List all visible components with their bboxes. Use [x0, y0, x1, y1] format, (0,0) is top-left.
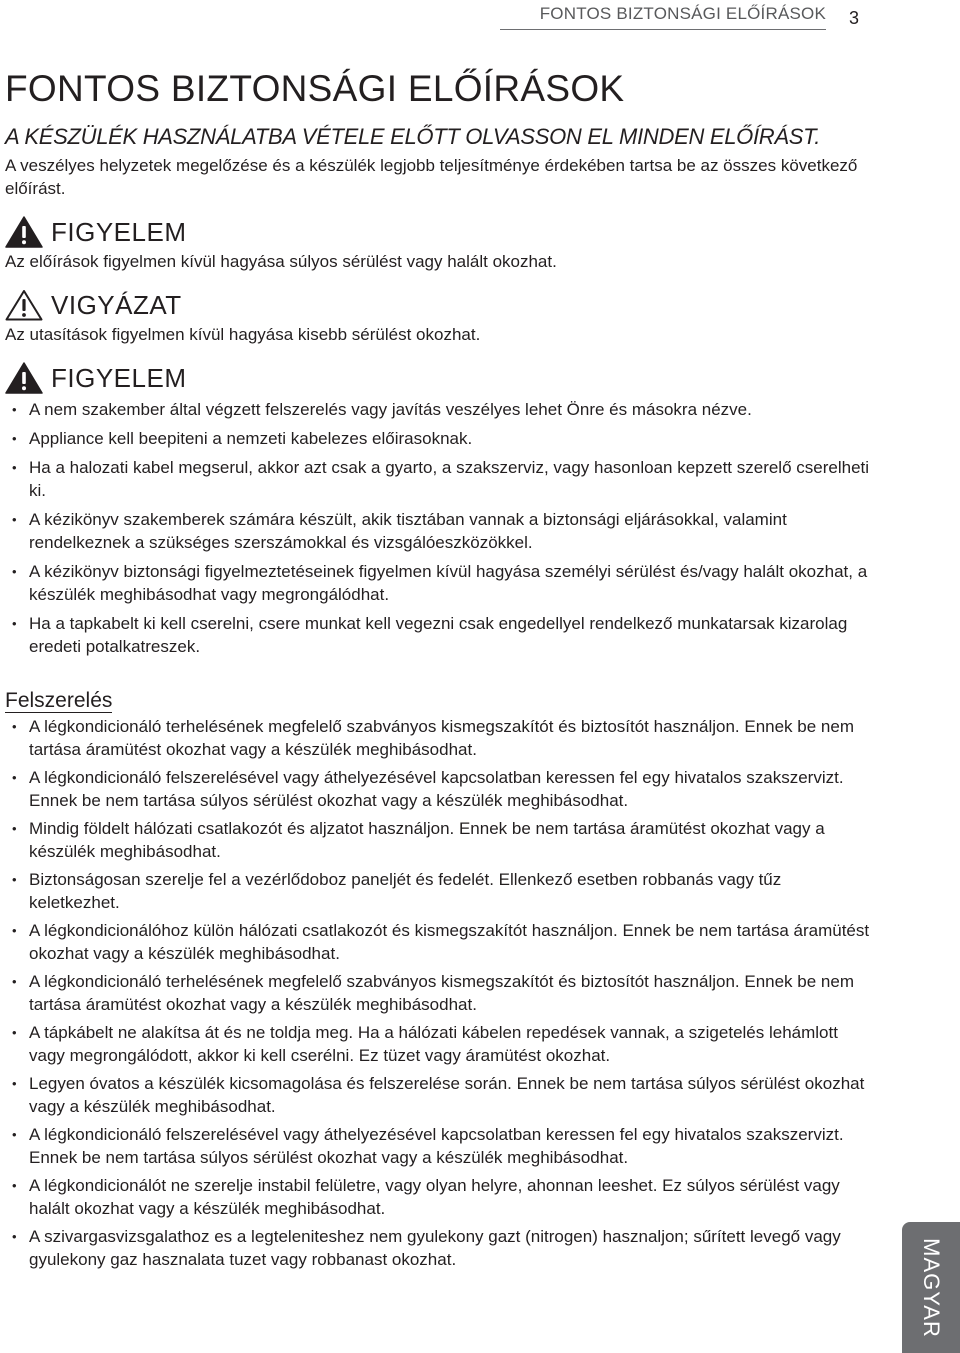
list-item-text: A szivargasvizsgalathoz es a legteleniteshez nem gyulekony gazt (nitrogen) hasznaljon; sűrített levegő vagy gyulekony gaz hasznalata tuzet vagy robbanast okozhat. — [29, 1227, 841, 1269]
bullet-marker: • — [12, 1076, 17, 1091]
bullet-marker: • — [12, 872, 17, 887]
bullet-marker: • — [12, 402, 17, 417]
language-tab — [902, 1222, 960, 1353]
warning-filled-icon — [5, 216, 43, 248]
installation-list — [5, 715, 875, 1271]
notice-vigyazat — [5, 289, 875, 346]
page-title: FONTOS BIZTONSÁGI ELŐÍRÁSOK — [5, 68, 625, 109]
notice-label: FIGYELEM — [51, 362, 187, 393]
list-item-text: A légkondicionáló terhelésének megfelelő szabványos kismegszakítót és biztosítót használjon. Ennek be nem tartása áramütést okozhat vagy a készülék meghibásodhat. — [29, 717, 854, 759]
running-header-title: FONTOS BIZTONSÁGI ELŐÍRÁSOK — [539, 4, 826, 23]
list-item — [5, 970, 875, 1016]
page-subtitle: A KÉSZÜLÉK HASZNÁLATBA VÉTELE ELŐTT OLVASSON EL MINDEN ELŐÍRÁST. — [5, 124, 821, 149]
list-item-text: A nem szakember által végzett felszerelés vagy javítás veszélyes lehet Önre és másokra nézve. — [29, 400, 752, 419]
bullet-marker: • — [12, 431, 17, 446]
list-item-text: A légkondicionálóhoz külön hálózati csatlakozót és kismegszakítót használjon. Ennek be nem tartása áramütést okozhat vagy a készülék meghibásodhat. — [29, 921, 870, 963]
list-item — [5, 398, 875, 421]
list-item-text: A kézikönyv szakemberek számára készült, akik tisztában vannak a biztonsági eljárásokkal, valamint rendelkeznek a szükséges szerszámokkal és vizsgálóeszközökkel. — [29, 510, 787, 552]
list-item — [5, 427, 875, 450]
list-item — [5, 612, 875, 658]
bullet-marker: • — [12, 974, 17, 989]
list-item-text: Legyen óvatos a készülék kicsomagolása és felszerelése során. Ennek be nem tartása súlyos sérülést okozhat vagy a készülék meghibásodhat. — [29, 1074, 865, 1116]
list-item — [5, 1225, 875, 1271]
bullet-marker: • — [12, 821, 17, 836]
installation-section — [5, 664, 875, 1271]
list-item — [5, 919, 875, 965]
list-item — [5, 817, 875, 863]
warning-block — [5, 362, 875, 658]
section-title: Felszerelés — [5, 689, 113, 712]
notice-heading — [5, 362, 875, 394]
list-item-text: Ha a halozati kabel megserul, akkor azt csak a gyarto, a szakszerviz, vagy hasonloan kepzett szerelő cserelheti ki. — [29, 458, 870, 500]
bullet-marker: • — [12, 1127, 17, 1142]
list-item — [5, 1072, 875, 1118]
list-item — [5, 560, 875, 606]
list-item-text: A légkondicionálót ne szerelje instabil felületre, vagy olyan helyre, ahonnan leeshet. Ez súlyos sérülést vagy halált okozhat vagy a készülék meghibásodhat. — [29, 1176, 840, 1218]
list-item-text: Ha a tapkabelt ki kell cserelni, csere munkat kell vegezni csak engedellyel rendelkező munkatarsak kizarolag eredeti potalkatreszek. — [29, 614, 848, 656]
bullet-marker: • — [12, 1178, 17, 1193]
list-item — [5, 1174, 875, 1220]
list-item-text: Biztonságosan szerelje fel a vezérlődoboz paneljét és fedelét. Ellenkező esetben robbanás vagy tűz keletkezhet. — [29, 870, 782, 912]
bullet-marker: • — [12, 719, 17, 734]
warning-filled-icon — [5, 362, 43, 394]
caution-outline-icon — [5, 289, 43, 321]
bullet-marker: • — [12, 1025, 17, 1040]
list-item — [5, 456, 875, 502]
language-tab-label: MAGYAR — [919, 1237, 944, 1338]
list-item — [5, 766, 875, 812]
bullet-marker: • — [12, 512, 17, 527]
page-number: 3 — [849, 8, 860, 28]
bullet-marker: • — [12, 564, 17, 579]
bullet-marker: • — [12, 460, 17, 475]
notice-label: VIGYÁZAT — [51, 289, 182, 320]
running-header — [500, 4, 826, 30]
notice-text: Az utasítások figyelmen kívül hagyása kisebb sérülést okozhat. — [5, 325, 481, 344]
bullet-marker: • — [12, 1229, 17, 1244]
bullet-marker: • — [12, 923, 17, 938]
list-item — [5, 1123, 875, 1169]
list-item — [5, 715, 875, 761]
list-item-text: A légkondicionáló felszerelésével vagy áthelyezésével kapcsolatban keressen fel egy hivatalos szakszervizt. Ennek be nem tartása súlyos sérülést okozhat vagy a készülék meghibásodhat. — [29, 1125, 844, 1167]
list-item — [5, 1021, 875, 1067]
warning-list — [5, 398, 875, 658]
intro-paragraph: A veszélyes helyzetek megelőzése és a készülék legjobb teljesítménye érdekében tartsa be az összes következő előírást. — [5, 156, 858, 198]
list-item-text: A kézikönyv biztonsági figyelmeztetéseinek figyelmen kívül hagyása személyi sérülést és/vagy halált okozhat, a készülék meghibásodhat vagy megrongálódhat. — [29, 562, 868, 604]
list-item-text: A légkondicionáló terhelésének megfelelő szabványos kismegszakítót és biztosítót használjon. Ennek be nem tartása áramütést okozhat vagy a készülék meghibásodhat. — [29, 972, 854, 1014]
list-item-text: A légkondicionáló felszerelésével vagy áthelyezésével kapcsolatban keressen fel egy hivatalos szakszervizt. Ennek be nem tartása súlyos sérülést okozhat vagy a készülék meghibásodhat. — [29, 768, 844, 810]
notice-heading — [5, 289, 875, 321]
notice-label: FIGYELEM — [51, 216, 187, 247]
notice-text: Az előírások figyelmen kívül hagyása súlyos sérülést vagy halált okozhat. — [5, 252, 557, 271]
notice-heading — [5, 216, 875, 248]
notice-figyelem — [5, 216, 875, 273]
list-item — [5, 508, 875, 554]
list-item-text: Mindig földelt hálózati csatlakozót és aljzatot használjon. Ennek be nem tartása áramütést okozhat vagy a készülék meghibásodhat. — [29, 819, 825, 861]
page-content — [5, 60, 875, 1276]
list-item-text: Appliance kell beepiteni a nemzeti kabelezes előirasoknak. — [29, 429, 473, 448]
bullet-marker: • — [12, 616, 17, 631]
list-item — [5, 868, 875, 914]
list-item-text: A tápkábelt ne alakítsa át és ne toldja meg. Ha a hálózati kábelen repedések vannak, a szigetelés lehámlott vagy megrongálódott, akkor ki kell cserélni. Ez tüzet vagy áramütést okozhat. — [29, 1023, 838, 1065]
bullet-marker: • — [12, 770, 17, 785]
